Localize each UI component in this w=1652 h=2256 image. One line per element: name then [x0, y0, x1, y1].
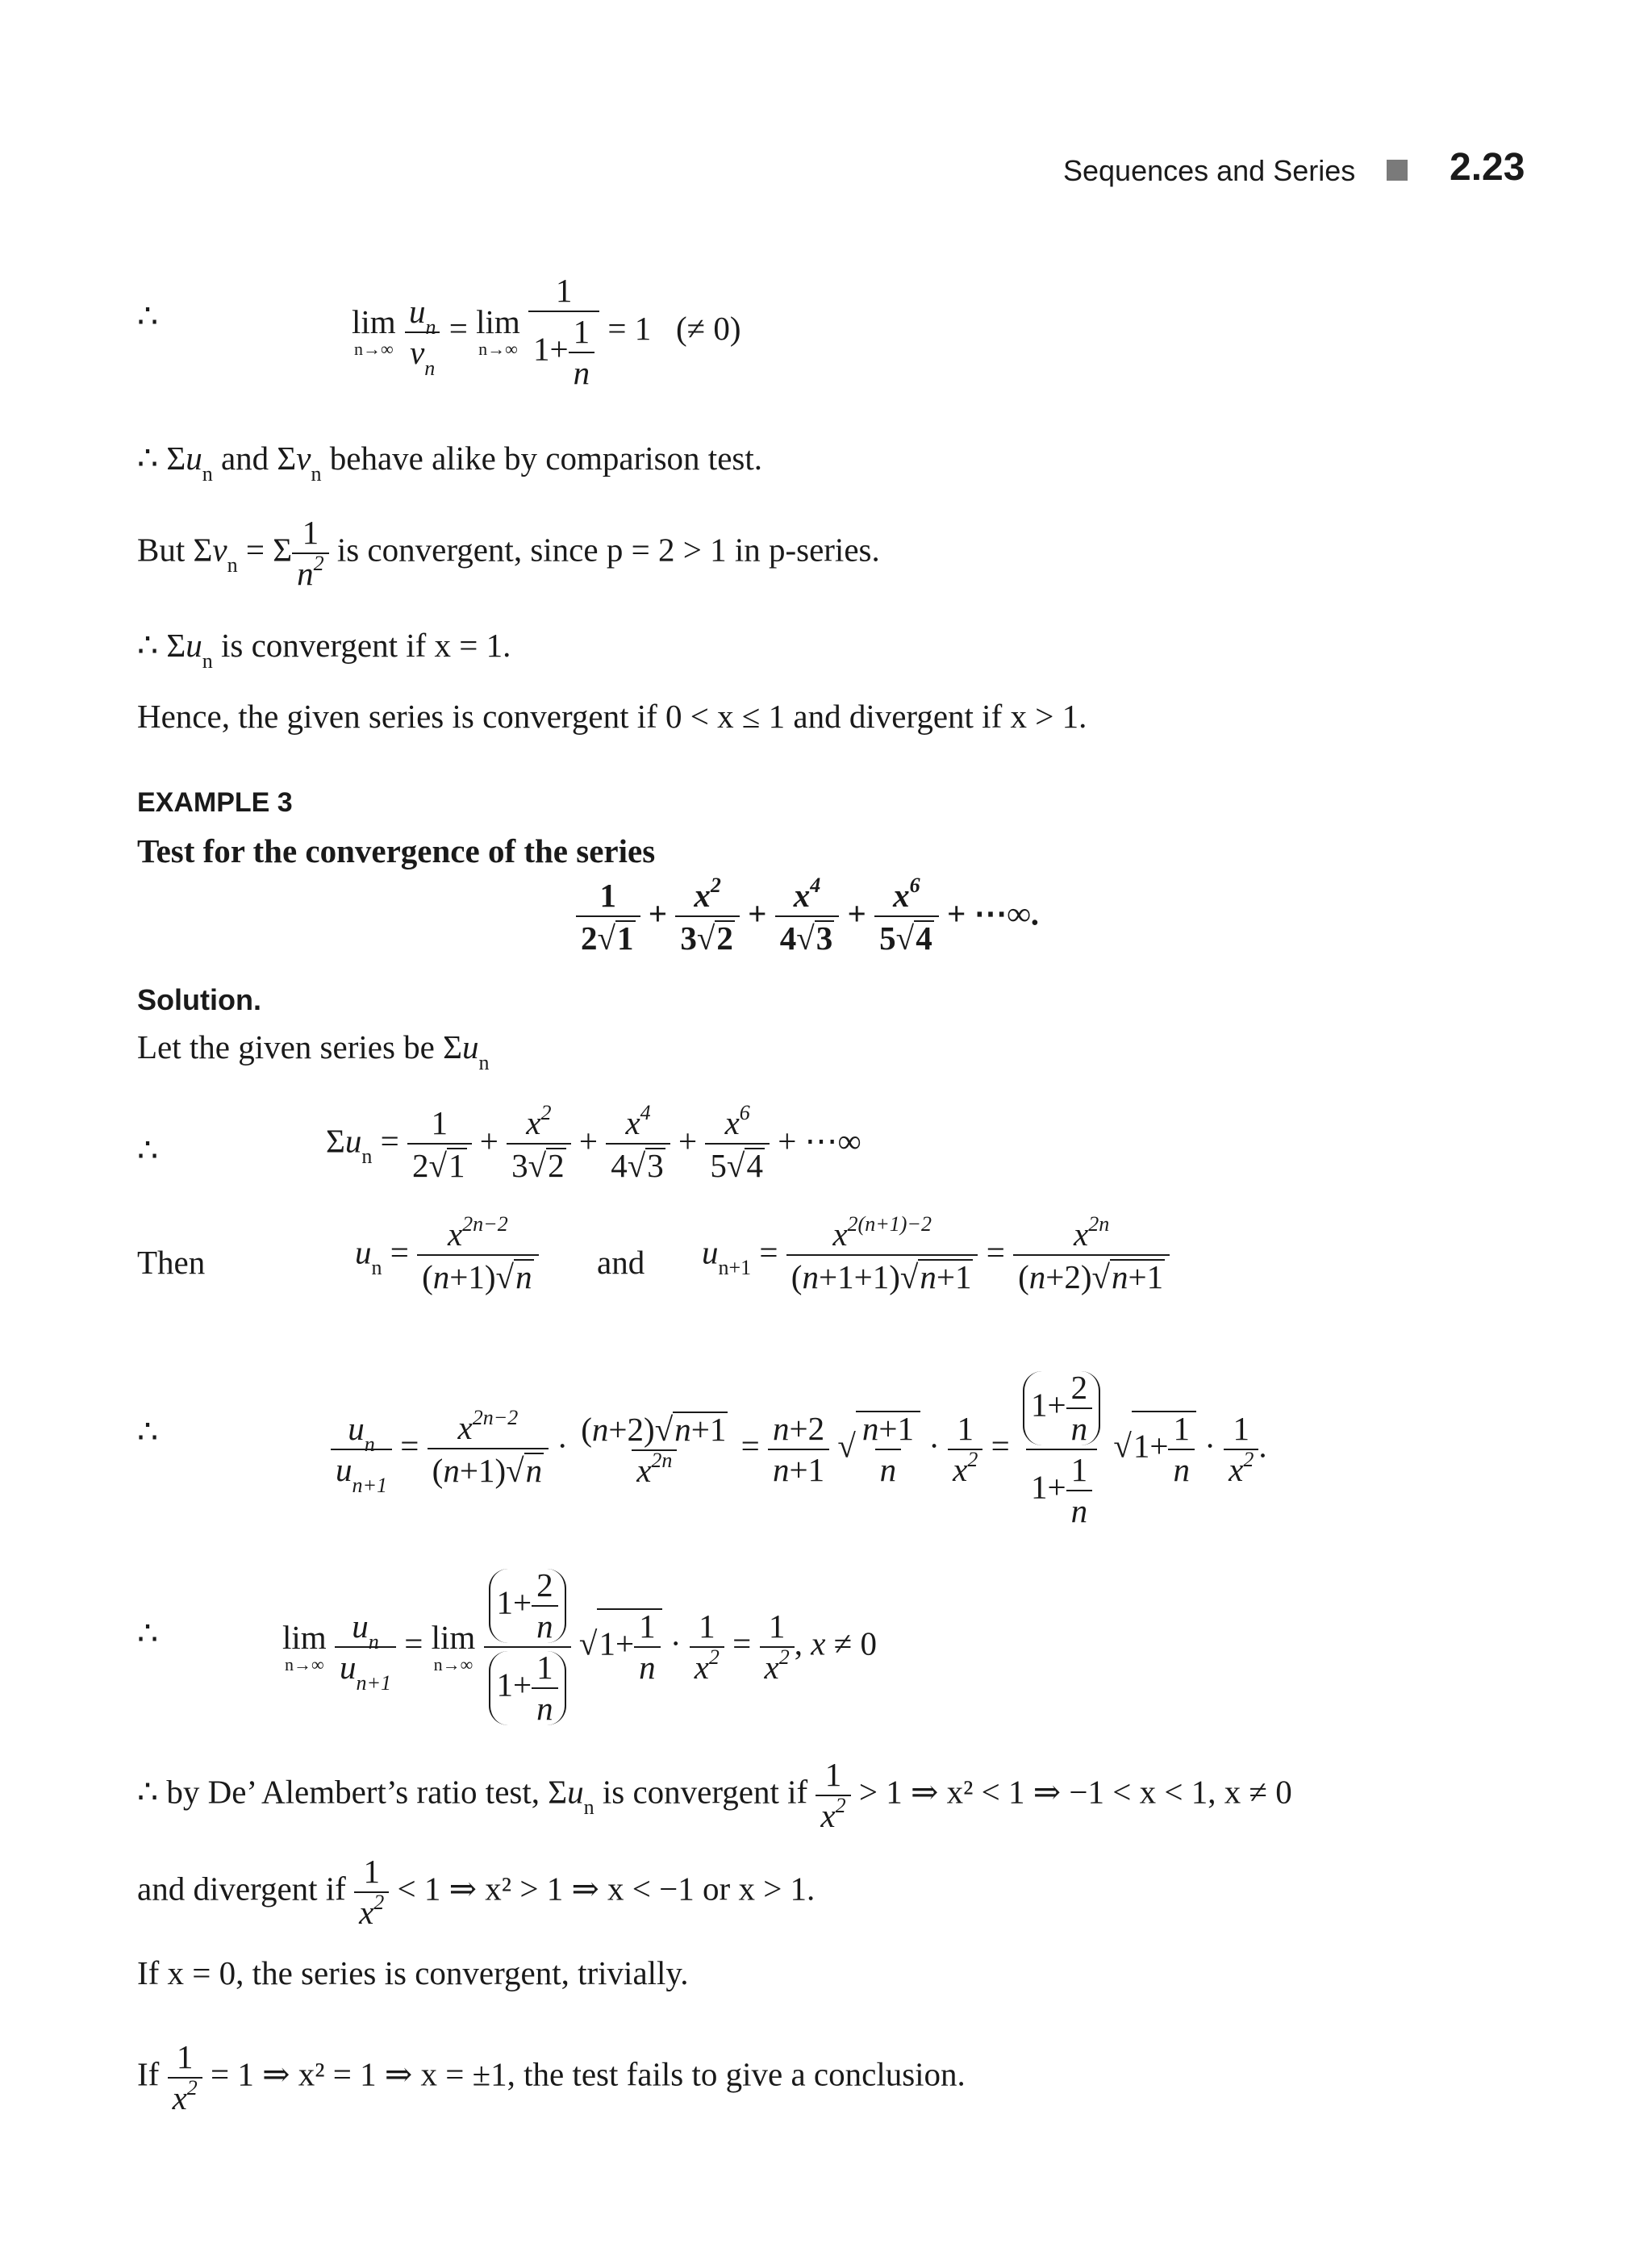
comparison-text: behave alike by comparison test.	[329, 440, 762, 477]
running-title: Sequences and Series	[1063, 154, 1356, 187]
nonzero-note: (≠ 0)	[676, 309, 741, 347]
ratio-test-rest: is convergent if	[602, 1773, 808, 1811]
let-line: Let the given series be $\Sigma u_n$	[137, 1028, 490, 1074]
solution-label: Solution.	[137, 983, 261, 1016]
therefore-symbol: ∴	[137, 440, 159, 477]
p-series-text: p = 2 > 1 in p-series.	[606, 531, 880, 569]
page-number: 2.23	[1450, 146, 1525, 189]
ratio-test-text: by De’ Alembert’s ratio test,	[166, 1773, 540, 1811]
limit-equation: lim n→∞ $\frac{u_n}{v_n}$ = lim n→∞ 1 1+ $\frac{1}{n}$ = 1 (≠ 0)	[352, 272, 741, 391]
if-word: If	[137, 2055, 160, 2093]
convergent-if-line: ∴ $\Sigma u_n$ is convergent if x = 1.	[137, 627, 511, 673]
un1-definition: $u_{n+1}$ = $\frac{x^{2(n+1)-2}}{(n+1+1)√n+1}$ = $\frac{x^{2n}}{(n+2)√n+1}$	[702, 1218, 1170, 1294]
convergent-text: is convergent, since	[336, 531, 599, 569]
divergent-line: and divergent if $\frac{1}{x^2}$ < 1 ⇒ x² > 1 ⇒ x < −1 or x > 1.	[137, 1853, 816, 1931]
and-word: and	[597, 1244, 645, 1281]
example-statement: Test for the convergence of the series	[137, 832, 656, 869]
divergent-text: and divergent if	[137, 1870, 346, 1908]
let-text: Let the given series be	[137, 1028, 435, 1065]
example-series: $\frac{1}{2√1}$ + $\frac{x^2}{3√2}$ + $\frac{x^4}{4√3}$ + $\frac{x^6}{5√4}$ + ⋯∞.	[576, 879, 1039, 955]
therefore-symbol: ∴	[137, 1413, 159, 1450]
un-definition: $u_n$ = $\frac{x^{2n-2}}{(n+1)√n}$	[355, 1218, 539, 1294]
ratio-expression: $\frac{u_n}{u_{n+1}}$ = $\frac{x^{2n-2}}{(n+1)√n}$ · $\frac{(n+2)√n+1}{x^{2n}}$ = $\frac{n+2}{n+1}$ √ $\frac{n+1}{n}$ · $\frac{1}{x^2}$ = 1+ $\frac{2}{n}$ 1+ $\frac{1}{n}$ √1+ $\frac{1}{n}$ · $\frac{1}{x^2}$ .	[331, 1371, 1267, 1528]
therefore-symbol: ∴	[137, 627, 159, 664]
ratio-test-line: ∴ by De’ Alembert’s ratio test, $\Sigma u_n$ is convergent if $\frac{1}{x^2}$ > 1 ⇒ x² < 1 ⇒ −1 < x < 1, x ≠ 0	[137, 1756, 1292, 1834]
ratio-limit: lim n→∞ $\frac{u_n}{u_{n+1}}$ = lim n→∞ 1+ $\frac{2}{n}$ 1+ $\frac{1}{n}$ √1+ $\frac{1}{n}$ · $\frac{1}{x^2}$ = $\frac{1}{x^2}$ , x ≠ 0	[282, 1566, 877, 1727]
if-one-line: If $\frac{1}{x^2}$ = 1 ⇒ x² = 1 ⇒ x = ±1, the test fails to give a conclusion.	[137, 2038, 966, 2116]
divergent-tail: < 1 ⇒ x² > 1 ⇒ x < −1 or x > 1.	[397, 1870, 816, 1908]
series-expansion: $\Sigma u_n$ = $\frac{1}{2√1}$ + $\frac{x^2}{3√2}$ + $\frac{x^4}{4√3}$ + $\frac{x^6}{5√4}$ + ⋯∞	[326, 1101, 861, 1184]
square-bullet-icon	[1387, 160, 1408, 181]
but-word: But	[137, 531, 186, 569]
and-word: and	[220, 440, 269, 477]
hence-line: Hence, the given series is convergent if 0 < x ≤ 1 and divergent if x > 1.	[137, 698, 1087, 735]
therefore-symbol: ∴	[137, 298, 159, 335]
comparison-line: ∴ $\Sigma u_n$ and $\Sigma v_n$ behave alike by comparison test.	[137, 440, 762, 486]
but-line: But $\Sigma v_n = \Sigma$ $\frac{1}{n^2}$ is convergent, since p = 2 > 1 in p-series.	[137, 514, 880, 592]
convergent-if-text: is convergent if x = 1.	[220, 627, 511, 664]
if-one-tail: = 1 ⇒ x² = 1 ⇒ x = ±1, the test fails to give a conclusion.	[211, 2055, 966, 2093]
ratio-test-tail: > 1 ⇒ x² < 1 ⇒ −1 < x < 1, x ≠ 0	[858, 1773, 1292, 1811]
example-label: EXAMPLE 3	[137, 787, 293, 818]
therefore-symbol: ∴	[137, 1615, 159, 1652]
therefore-symbol: ∴	[137, 1132, 159, 1169]
then-word: Then	[137, 1244, 206, 1281]
therefore-symbol: ∴	[137, 1773, 159, 1811]
if-zero-line: If x = 0, the series is convergent, trivially.	[137, 1954, 689, 1991]
